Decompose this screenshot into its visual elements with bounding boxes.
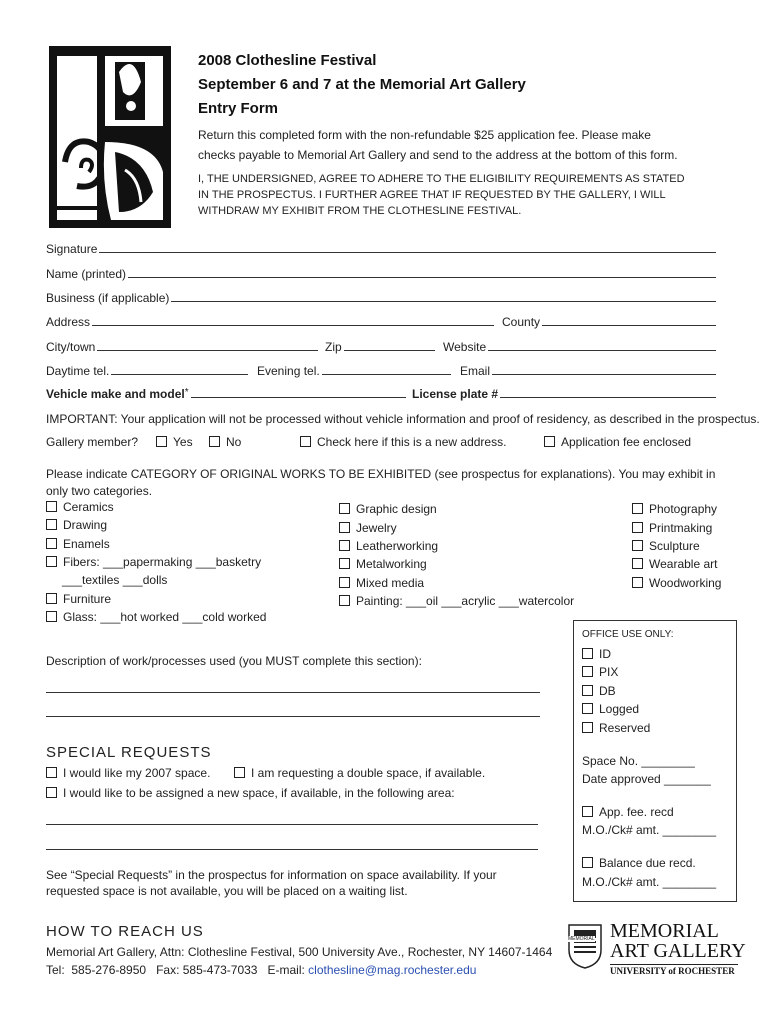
license-field[interactable] (412, 387, 718, 401)
how-to-reach-heading: HOW TO REACH US (46, 923, 204, 940)
gallery-member-yes[interactable] (156, 435, 193, 449)
category-label: Ceramics (63, 500, 114, 514)
category-label: Printmaking (649, 521, 713, 535)
request-area-line-1[interactable] (46, 824, 538, 825)
business-field[interactable] (46, 291, 718, 305)
office-use-box (573, 620, 737, 902)
no-label: No (226, 435, 242, 449)
request-new-space[interactable] (46, 786, 455, 800)
yes-label: Yes (173, 435, 193, 449)
office-item-label: Reserved (599, 721, 651, 735)
category-glass[interactable] (46, 610, 266, 624)
zip-label: Zip (325, 340, 342, 354)
email-field[interactable] (460, 364, 718, 378)
special-note-line1: See “Special Requests” in the prospectus for information on space availability. If your (46, 868, 497, 882)
request-label: I would like my 2007 space. (63, 766, 211, 780)
checkbox-icon[interactable] (544, 436, 555, 447)
mo-ck-amt-2: M.O./Ck# amt. ________ (582, 875, 717, 889)
category-label: Metalworking (356, 557, 427, 571)
category-label: Furniture (63, 592, 112, 606)
category-mixed-media[interactable] (339, 576, 424, 590)
checkbox-icon[interactable] (582, 648, 593, 659)
category-graphic-design[interactable] (339, 502, 437, 516)
category-label: Drawing (63, 518, 108, 532)
form-title-line3: Entry Form (198, 100, 279, 117)
checkbox-icon[interactable] (632, 522, 643, 533)
category-label: Glass: ___hot worked ___cold worked (63, 610, 267, 624)
new-address-label: Check here if this is a new address. (317, 435, 507, 449)
category-metalworking[interactable] (339, 557, 427, 571)
office-item-reserved[interactable] (582, 721, 650, 735)
reach-contact (46, 963, 476, 977)
logo-rule (610, 964, 738, 965)
website-field[interactable] (443, 340, 718, 354)
checkbox-icon[interactable] (339, 503, 350, 514)
category-label: Enamels (63, 537, 110, 551)
category-label: Mixed media (356, 576, 425, 590)
category-sculpture[interactable] (632, 539, 700, 553)
seal-text: MEMORIAL (568, 936, 595, 942)
checkbox-icon[interactable] (582, 703, 593, 714)
name-field[interactable] (46, 267, 718, 281)
checkbox-icon[interactable] (156, 436, 167, 447)
vehicle-asterisk: * (184, 387, 189, 398)
vehicle-field[interactable] (46, 387, 408, 401)
checkbox-icon[interactable] (632, 577, 643, 588)
balance-label: Balance due recd. (599, 856, 696, 870)
category-fibers[interactable] (46, 555, 261, 569)
checkbox-icon[interactable] (46, 593, 57, 604)
office-item-label: DB (599, 684, 616, 698)
important-notice: IMPORTANT: Your application will not be processed without vehicle information and proof of residency, as described in the prospectus. (46, 412, 760, 426)
county-field[interactable] (502, 315, 718, 329)
category-label: Sculpture (649, 539, 700, 553)
special-requests-heading: SPECIAL REQUESTS (46, 744, 212, 761)
office-item-label: PIX (599, 665, 619, 679)
vehicle-label: Vehicle make and model (46, 387, 185, 401)
university-seal-icon (566, 922, 604, 970)
request-area-line-2[interactable] (46, 849, 538, 850)
category-label: Fibers: ___papermaking ___basketry (63, 555, 262, 569)
category-label: Woodworking (649, 576, 722, 590)
mo-ck-amt-1: M.O./Ck# amt. ________ (582, 823, 717, 837)
reach-phone: Tel: 585-276-8950 Fax: 585-473-7033 E-mail: (46, 963, 309, 977)
date-approved: Date approved _______ (582, 772, 711, 786)
checkbox-icon[interactable] (300, 436, 311, 447)
special-note-line2: requested space is not available, you will be placed on a waiting list. (46, 884, 408, 898)
mag-logo (566, 920, 746, 980)
signature-label: Signature (46, 242, 98, 256)
category-furniture[interactable] (46, 592, 111, 606)
category-painting[interactable] (339, 594, 574, 608)
balance-due-recd[interactable] (582, 856, 696, 870)
intro-line1: Return this completed form with the non-refundable $25 application fee. Please make (198, 128, 651, 142)
agreement-line3: WITHDRAW MY EXHIBIT FROM THE CLOTHESLINE FESTIVAL. (198, 205, 522, 217)
agreement-line1: I, THE UNDERSIGNED, AGREE TO ADHERE TO THE ELIGIBILITY REQUIREMENTS AS STATED (198, 173, 685, 185)
category-label: Leatherworking (356, 539, 439, 553)
request-label: I am requesting a double space, if available. (251, 766, 486, 780)
office-item-logged[interactable] (582, 702, 639, 716)
category-intro-line1: Please indicate CATEGORY OF ORIGINAL WORKS TO BE EXHIBITED (see prospectus for explanations). You may exhibit in (46, 467, 716, 481)
category-label: Jewelry (356, 521, 397, 535)
checkbox-icon[interactable] (46, 556, 57, 567)
request-label: I would like to be assigned a new space, if available, in the following area: (63, 786, 455, 800)
signature-field[interactable] (46, 242, 718, 256)
checkbox-icon[interactable] (46, 787, 57, 798)
category-ceramics[interactable] (46, 500, 114, 514)
office-item-db[interactable] (582, 684, 616, 698)
checkbox-icon[interactable] (209, 436, 220, 447)
checkbox-icon[interactable] (582, 685, 593, 696)
office-item-id[interactable] (582, 647, 611, 661)
category-label: Painting: ___oil ___acrylic ___watercolor (356, 594, 575, 608)
reach-address: Memorial Art Gallery, Attn: Clothesline Festival, 500 University Ave., Rochester, NY 14607-1464 (46, 945, 553, 959)
space-no: Space No. ________ (582, 754, 695, 768)
category-enamels[interactable] (46, 537, 110, 551)
checkbox-icon[interactable] (632, 558, 643, 569)
checkbox-icon[interactable] (46, 538, 57, 549)
checkbox-icon[interactable] (582, 666, 593, 677)
logo-line2: ART GALLERY (610, 940, 746, 962)
name-label: Name (printed) (46, 267, 127, 281)
checkbox-icon[interactable] (632, 540, 643, 551)
category-fibers-cont: ___textiles ___dolls (62, 573, 168, 587)
category-label: Graphic design (356, 502, 437, 516)
intro-line2: checks payable to Memorial Art Gallery and send to the address at the bottom of this form. (198, 148, 678, 162)
email-link[interactable]: clothesline@mag.rochester.edu (308, 963, 477, 977)
license-label: License plate # (412, 387, 499, 401)
zip-field[interactable] (325, 340, 437, 354)
category-drawing[interactable] (46, 518, 107, 532)
category-label: Photography (649, 502, 718, 516)
category-intro-line2: only two categories. (46, 484, 153, 498)
daytime-tel-label: Daytime tel. (46, 364, 110, 378)
app-fee-recd[interactable] (582, 805, 674, 819)
festival-logo (45, 42, 175, 232)
description-line-1[interactable] (46, 692, 540, 693)
gallery-member-label: Gallery member? (46, 435, 139, 449)
daytime-tel-field[interactable] (46, 364, 250, 378)
category-photography[interactable] (632, 502, 717, 516)
checkbox-icon[interactable] (339, 522, 350, 533)
checkbox-icon[interactable] (339, 540, 350, 551)
city-label: City/town (46, 340, 96, 354)
description-label: Description of work/processes used (you MUST complete this section): (46, 654, 422, 668)
category-label: Wearable art (649, 557, 718, 571)
category-wearable-art[interactable] (632, 557, 717, 571)
request-double-space[interactable] (234, 766, 485, 780)
form-title-line2: September 6 and 7 at the Memorial Art Gallery (198, 76, 526, 93)
checkbox-icon[interactable] (582, 857, 593, 868)
category-leatherworking[interactable] (339, 539, 438, 553)
fee-enclosed-label: Application fee enclosed (561, 435, 692, 449)
email-label: Email (460, 364, 491, 378)
checkbox-icon[interactable] (632, 503, 643, 514)
website-label: Website (443, 340, 487, 354)
checkbox-icon[interactable] (46, 767, 57, 778)
address-field[interactable] (46, 315, 496, 329)
checkbox-icon[interactable] (234, 767, 245, 778)
checkbox-icon[interactable] (339, 558, 350, 569)
category-woodworking[interactable] (632, 576, 721, 590)
checkbox-icon[interactable] (46, 611, 57, 622)
address-label: Address (46, 315, 91, 329)
logo-line1: MEMORIAL (610, 920, 719, 942)
evening-tel-field[interactable] (257, 364, 453, 378)
category-printmaking[interactable] (632, 521, 712, 535)
checkbox-icon[interactable] (582, 806, 593, 817)
logo-line3: UNIVERSITY of ROCHESTER (610, 966, 735, 976)
county-label: County (502, 315, 541, 329)
office-item-pix[interactable] (582, 665, 618, 679)
checkbox-icon[interactable] (582, 722, 593, 733)
gallery-member-no[interactable] (209, 435, 241, 449)
business-label: Business (if applicable) (46, 291, 170, 305)
office-use-heading: OFFICE USE ONLY: (582, 629, 674, 640)
checkbox-icon[interactable] (339, 577, 350, 588)
new-address-checkbox[interactable] (300, 435, 506, 449)
app-fee-label: App. fee. recd (599, 805, 674, 819)
form-title-line1: 2008 Clothesline Festival (198, 52, 377, 69)
office-item-label: ID (599, 647, 611, 661)
agreement-line2: IN THE PROSPECTUS. I FURTHER AGREE THAT IF REQUESTED BY THE GALLERY, I WILL (198, 189, 666, 201)
checkbox-icon[interactable] (339, 595, 350, 606)
description-line-2[interactable] (46, 716, 540, 717)
request-2007-space[interactable] (46, 766, 210, 780)
checkbox-icon[interactable] (46, 501, 57, 512)
office-item-label: Logged (599, 702, 640, 716)
city-field[interactable] (46, 340, 320, 354)
fee-enclosed-checkbox[interactable] (544, 435, 691, 449)
evening-tel-label: Evening tel. (257, 364, 320, 378)
category-jewelry[interactable] (339, 521, 397, 535)
checkbox-icon[interactable] (46, 519, 57, 530)
